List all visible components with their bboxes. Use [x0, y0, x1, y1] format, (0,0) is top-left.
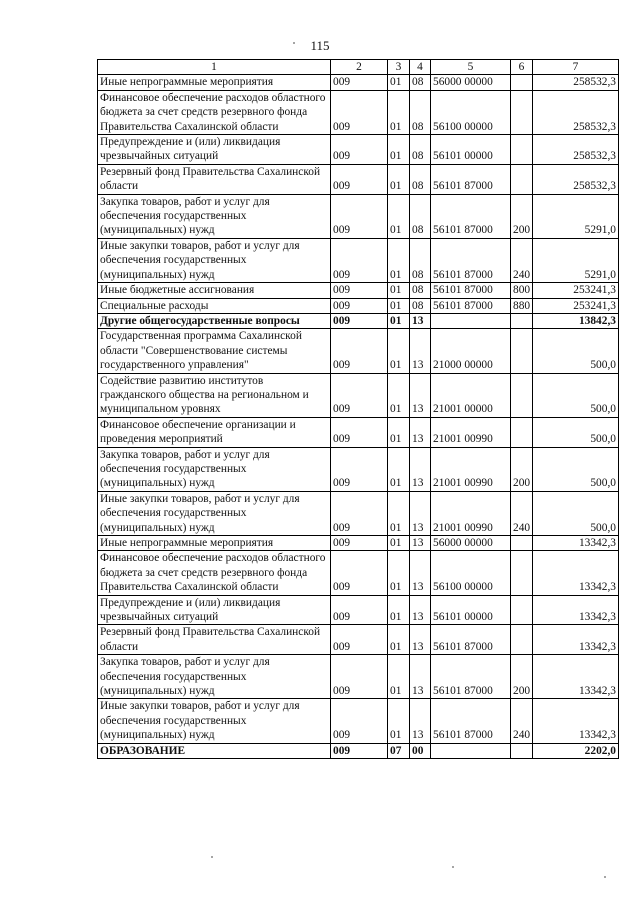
- row-name-cell: Финансовое обеспечение организации и проведения мероприятий: [98, 417, 331, 447]
- row-c2-cell: 009: [331, 298, 388, 313]
- scan-speck: [293, 42, 295, 44]
- table-row: [98, 373, 619, 417]
- row-c4-cell: 00: [410, 743, 431, 758]
- table-row: [98, 164, 619, 194]
- row-c3-cell: 01: [388, 417, 410, 447]
- row-c3-cell: 01: [388, 313, 410, 328]
- table-row: [98, 536, 619, 551]
- header-cell: 7: [533, 60, 619, 75]
- row-c7-cell: 253241,3: [533, 283, 619, 298]
- row-c5-cell: 56101 87000: [431, 164, 511, 194]
- row-c4-cell: 08: [410, 194, 431, 238]
- row-c3-cell: 01: [388, 298, 410, 313]
- row-c5-cell: 56101 87000: [431, 238, 511, 282]
- row-c3-cell: 01: [388, 655, 410, 699]
- row-c7-cell: 13342,3: [533, 551, 619, 595]
- row-c5-cell: 21000 00000: [431, 329, 511, 373]
- row-c5-cell: 56000 00000: [431, 536, 511, 551]
- row-name-cell: Резервный фонд Правительства Сахалинской области: [98, 625, 331, 655]
- budget-table: [97, 59, 619, 759]
- row-name-cell: Государственная программа Сахалинской области "Совершенствование системы государственного управления": [98, 329, 331, 373]
- row-name-cell: Специальные расходы: [98, 298, 331, 313]
- row-c2-cell: 009: [331, 447, 388, 491]
- row-c6-cell: 240: [511, 238, 533, 282]
- row-c5-cell: 56000 00000: [431, 75, 511, 90]
- row-c2-cell: 009: [331, 417, 388, 447]
- row-c2-cell: 009: [331, 491, 388, 535]
- page-number: 115: [310, 38, 330, 53]
- table-row: [98, 743, 619, 758]
- row-c6-cell: [511, 90, 533, 134]
- row-c7-cell: 258532,3: [533, 164, 619, 194]
- row-name-cell: Предупреждение и (или) ликвидация чрезвычайных ситуаций: [98, 135, 331, 165]
- row-c4-cell: 13: [410, 447, 431, 491]
- table-row: [98, 625, 619, 655]
- row-c3-cell: 01: [388, 625, 410, 655]
- row-c7-cell: 13342,3: [533, 625, 619, 655]
- table-row: [98, 135, 619, 165]
- row-c5-cell: [431, 743, 511, 758]
- row-name-cell: Иные закупки товаров, работ и услуг для обеспечения государственных (муниципальных) нужд: [98, 699, 331, 743]
- row-c7-cell: 500,0: [533, 447, 619, 491]
- row-c5-cell: 56100 00000: [431, 551, 511, 595]
- row-c7-cell: 253241,3: [533, 298, 619, 313]
- row-c6-cell: [511, 417, 533, 447]
- header-cell: 6: [511, 60, 533, 75]
- row-c2-cell: 009: [331, 595, 388, 625]
- row-c4-cell: 13: [410, 329, 431, 373]
- row-c4-cell: 08: [410, 283, 431, 298]
- row-c7-cell: 258532,3: [533, 135, 619, 165]
- row-c6-cell: 200: [511, 194, 533, 238]
- row-c4-cell: 13: [410, 536, 431, 551]
- row-c6-cell: [511, 164, 533, 194]
- table-body: [98, 60, 619, 759]
- row-c7-cell: 13342,3: [533, 595, 619, 625]
- row-c3-cell: 01: [388, 283, 410, 298]
- header-row: [98, 60, 619, 75]
- row-c7-cell: 13342,3: [533, 655, 619, 699]
- row-c5-cell: 56101 87000: [431, 283, 511, 298]
- row-c3-cell: 01: [388, 164, 410, 194]
- row-c7-cell: 500,0: [533, 417, 619, 447]
- table-row: [98, 283, 619, 298]
- row-c5-cell: 56101 87000: [431, 194, 511, 238]
- row-c5-cell: 56101 00000: [431, 135, 511, 165]
- row-c2-cell: 009: [331, 75, 388, 90]
- row-c7-cell: 13842,3: [533, 313, 619, 328]
- row-name-cell: Финансовое обеспечение расходов областного бюджета за счет средств резервного фонда Правительства Сахалинской области: [98, 551, 331, 595]
- row-name-cell: Финансовое обеспечение расходов областного бюджета за счет средств резервного фонда Правительства Сахалинской области: [98, 90, 331, 134]
- row-c3-cell: 01: [388, 536, 410, 551]
- row-c6-cell: 240: [511, 699, 533, 743]
- row-c2-cell: 009: [331, 313, 388, 328]
- table-row: [98, 491, 619, 535]
- row-name-cell: ОБРАЗОВАНИЕ: [98, 743, 331, 758]
- row-c6-cell: [511, 536, 533, 551]
- row-c4-cell: 08: [410, 238, 431, 282]
- scan-speck: [452, 866, 454, 868]
- row-c5-cell: 56101 87000: [431, 699, 511, 743]
- row-c6-cell: 880: [511, 298, 533, 313]
- row-c2-cell: 009: [331, 238, 388, 282]
- row-c4-cell: 13: [410, 551, 431, 595]
- row-c6-cell: [511, 329, 533, 373]
- row-c5-cell: 21001 00990: [431, 417, 511, 447]
- row-c3-cell: 01: [388, 194, 410, 238]
- row-c6-cell: 200: [511, 655, 533, 699]
- row-c7-cell: 13342,3: [533, 536, 619, 551]
- row-c6-cell: 800: [511, 283, 533, 298]
- row-c3-cell: 01: [388, 329, 410, 373]
- row-c7-cell: 13342,3: [533, 699, 619, 743]
- row-c2-cell: 009: [331, 536, 388, 551]
- row-c5-cell: 21001 00990: [431, 491, 511, 535]
- row-c4-cell: 08: [410, 135, 431, 165]
- row-c2-cell: 009: [331, 194, 388, 238]
- row-c7-cell: 5291,0: [533, 238, 619, 282]
- row-name-cell: Резервный фонд Правительства Сахалинской области: [98, 164, 331, 194]
- row-name-cell: Иные закупки товаров, работ и услуг для обеспечения государственных (муниципальных) нужд: [98, 238, 331, 282]
- row-c3-cell: 01: [388, 373, 410, 417]
- table-row: [98, 655, 619, 699]
- row-c5-cell: 21001 00000: [431, 373, 511, 417]
- row-c2-cell: 009: [331, 743, 388, 758]
- row-c3-cell: 01: [388, 551, 410, 595]
- table-row: [98, 194, 619, 238]
- row-name-cell: Содействие развитию институтов гражданского общества на региональном и муниципальном уровнях: [98, 373, 331, 417]
- table-row: [98, 595, 619, 625]
- row-c5-cell: [431, 313, 511, 328]
- row-c4-cell: 13: [410, 313, 431, 328]
- row-c4-cell: 13: [410, 625, 431, 655]
- header-cell: 3: [388, 60, 410, 75]
- row-c4-cell: 08: [410, 164, 431, 194]
- row-c4-cell: 13: [410, 491, 431, 535]
- row-c7-cell: 2202,0: [533, 743, 619, 758]
- row-c7-cell: 258532,3: [533, 90, 619, 134]
- row-c5-cell: 56101 87000: [431, 298, 511, 313]
- row-c7-cell: 500,0: [533, 491, 619, 535]
- row-c2-cell: 009: [331, 283, 388, 298]
- row-c2-cell: 009: [331, 699, 388, 743]
- row-c6-cell: [511, 373, 533, 417]
- row-c6-cell: [511, 313, 533, 328]
- row-c6-cell: [511, 743, 533, 758]
- row-c2-cell: 009: [331, 135, 388, 165]
- row-c5-cell: 56101 87000: [431, 655, 511, 699]
- header-cell: 4: [410, 60, 431, 75]
- scan-speck: [604, 876, 606, 878]
- row-c7-cell: 500,0: [533, 329, 619, 373]
- row-name-cell: Закупка товаров, работ и услуг для обеспечения государственных (муниципальных) нужд: [98, 194, 331, 238]
- row-c4-cell: 08: [410, 298, 431, 313]
- row-c4-cell: 13: [410, 655, 431, 699]
- row-c4-cell: 08: [410, 90, 431, 134]
- table-row: [98, 417, 619, 447]
- row-c7-cell: 258532,3: [533, 75, 619, 90]
- row-name-cell: Иные закупки товаров, работ и услуг для обеспечения государственных (муниципальных) нужд: [98, 491, 331, 535]
- row-c6-cell: 200: [511, 447, 533, 491]
- row-c3-cell: 01: [388, 75, 410, 90]
- table-row: [98, 238, 619, 282]
- row-c6-cell: [511, 135, 533, 165]
- row-c2-cell: 009: [331, 655, 388, 699]
- row-c5-cell: 21001 00990: [431, 447, 511, 491]
- table-row: [98, 90, 619, 134]
- table-row: [98, 75, 619, 90]
- row-c6-cell: 240: [511, 491, 533, 535]
- row-c6-cell: [511, 75, 533, 90]
- table-row: [98, 329, 619, 373]
- row-c2-cell: 009: [331, 164, 388, 194]
- row-c5-cell: 56101 00000: [431, 595, 511, 625]
- row-name-cell: Закупка товаров, работ и услуг для обеспечения государственных (муниципальных) нужд: [98, 447, 331, 491]
- row-c6-cell: [511, 595, 533, 625]
- row-name-cell: Предупреждение и (или) ликвидация чрезвычайных ситуаций: [98, 595, 331, 625]
- row-c3-cell: 01: [388, 90, 410, 134]
- row-c7-cell: 5291,0: [533, 194, 619, 238]
- row-c5-cell: 56101 87000: [431, 625, 511, 655]
- row-c4-cell: 13: [410, 417, 431, 447]
- table-row: [98, 447, 619, 491]
- scan-speck: [211, 856, 213, 858]
- table-row: [98, 298, 619, 313]
- row-c6-cell: [511, 551, 533, 595]
- header-cell: 2: [331, 60, 388, 75]
- header-cell: 1: [98, 60, 331, 75]
- row-c3-cell: 01: [388, 595, 410, 625]
- row-name-cell: Другие общегосударственные вопросы: [98, 313, 331, 328]
- row-c7-cell: 500,0: [533, 373, 619, 417]
- row-c2-cell: 009: [331, 373, 388, 417]
- table-row: [98, 313, 619, 328]
- row-c3-cell: 07: [388, 743, 410, 758]
- row-c3-cell: 01: [388, 238, 410, 282]
- row-c4-cell: 13: [410, 699, 431, 743]
- table-row: [98, 551, 619, 595]
- row-c5-cell: 56100 00000: [431, 90, 511, 134]
- row-c6-cell: [511, 625, 533, 655]
- row-c3-cell: 01: [388, 699, 410, 743]
- row-c4-cell: 13: [410, 373, 431, 417]
- header-cell: 5: [431, 60, 511, 75]
- row-c2-cell: 009: [331, 551, 388, 595]
- row-c2-cell: 009: [331, 329, 388, 373]
- row-name-cell: Закупка товаров, работ и услуг для обеспечения государственных (муниципальных) нужд: [98, 655, 331, 699]
- row-c2-cell: 009: [331, 625, 388, 655]
- row-c3-cell: 01: [388, 491, 410, 535]
- row-name-cell: Иные непрограммные мероприятия: [98, 75, 331, 90]
- row-c3-cell: 01: [388, 447, 410, 491]
- row-name-cell: Иные бюджетные ассигнования: [98, 283, 331, 298]
- row-c4-cell: 13: [410, 595, 431, 625]
- row-c2-cell: 009: [331, 90, 388, 134]
- table-row: [98, 699, 619, 743]
- row-c3-cell: 01: [388, 135, 410, 165]
- row-name-cell: Иные непрограммные мероприятия: [98, 536, 331, 551]
- row-c4-cell: 08: [410, 75, 431, 90]
